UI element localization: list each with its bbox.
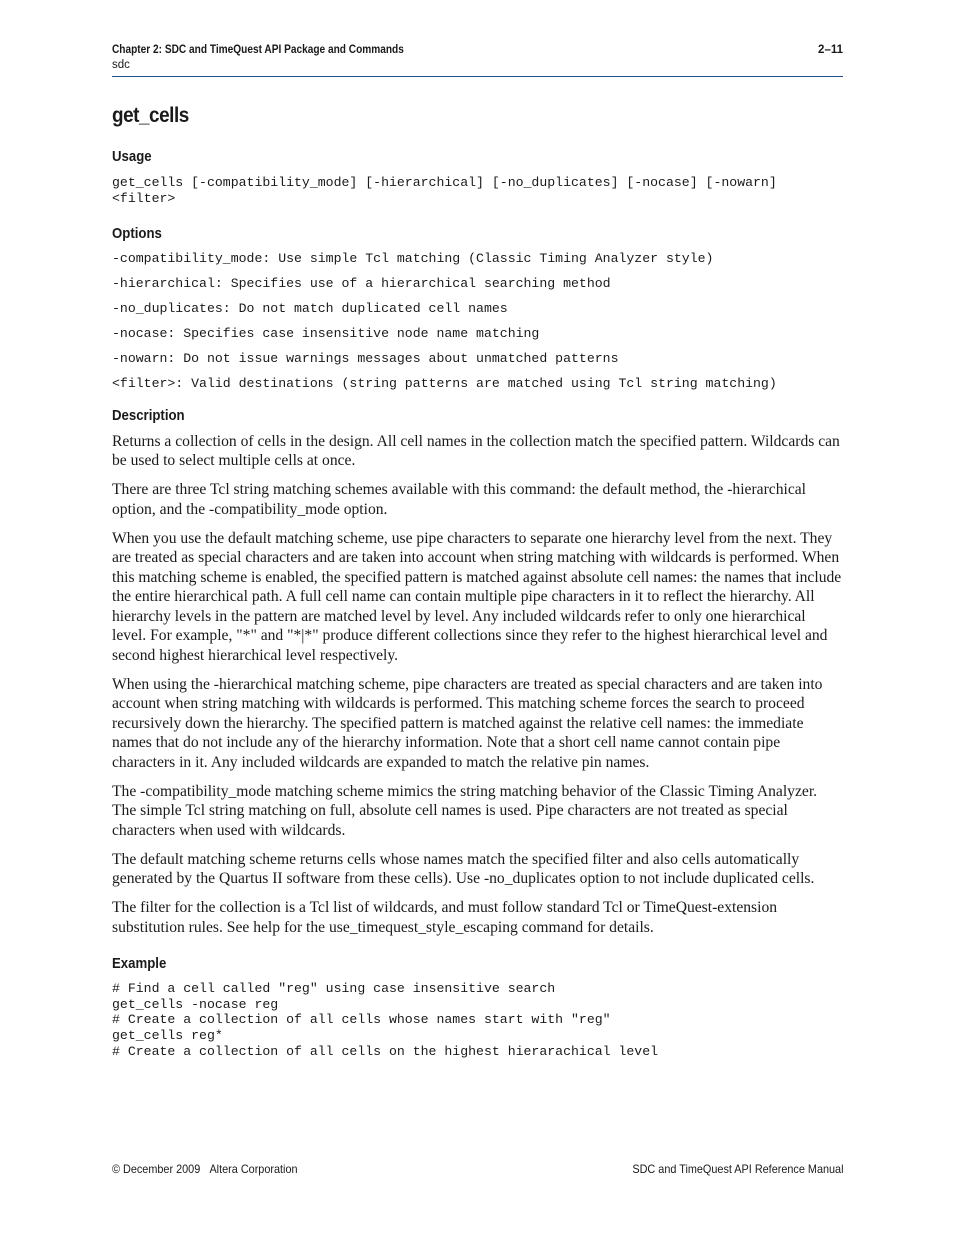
running-header (112, 43, 843, 73)
footer-date: © December 2009 (112, 1162, 201, 1176)
header-section-name: sdc (112, 59, 130, 71)
usage-line: <filter> (112, 190, 176, 206)
description-paragraph: When using the -hierarchical matching scheme, pipe characters are treated as special characters and are taken into account when string matching with wildcards is performed. This matching scheme forces the search to proceed recursively down the hierarchy. The specified pattern is matched against the relative cell names: the immediate names that do not include any of the hierarchy information. Note that a short cell name cannot contain pipe characters in it. Any included wildcards are expanded to match the relative pin names. (112, 675, 823, 771)
page-title: get_cells (112, 104, 189, 127)
description-paragraph: The filter for the collection is a Tcl list of wildcards, and must follow standard Tcl or TimeQuest-extension substitution rules. See help for the use_timequest_style_escaping command for details. (112, 899, 778, 936)
example-code-line: # Create a collection of all cells whose names start with "reg" (112, 1012, 611, 1028)
content-body (112, 147, 843, 1059)
option-item: <filter>: Valid destinations (string patterns are matched using Tcl string matching) (112, 376, 777, 392)
example-code-line: # Create a collection of all cells on the highest hierarachical level (112, 1043, 659, 1059)
option-item: -nowarn: Do not issue warnings messages about unmatched patterns (112, 351, 619, 367)
usage-heading: Usage (112, 148, 152, 165)
usage-block (112, 175, 843, 206)
example-code-line: get_cells reg* (112, 1027, 223, 1043)
document-page (112, 0, 843, 1235)
option-item: -hierarchical: Specifies use of a hierarchical searching method (112, 276, 611, 292)
header-rule (112, 76, 843, 77)
header-chapter-title: Chapter 2: SDC and TimeQuest API Package and Commands (112, 44, 404, 56)
option-item: -nocase: Specifies case insensitive node name matching (112, 326, 540, 342)
description-paragraph: There are three Tcl string matching schemes available with this command: the default method, the -hierarchical option, and the -compatibility_mode option. (112, 481, 807, 518)
option-item: -no_duplicates: Do not match duplicated cell names (112, 301, 508, 317)
running-footer (112, 1162, 843, 1177)
example-heading: Example (112, 955, 167, 973)
description-paragraph: The -compatibility_mode matching scheme mimics the string matching behavior of the Classic Timing Analyzer. The simple Tcl string matching on full, absolute cell names is used. Pipe characters are not treated as special characters when used with wildcards. (112, 782, 818, 839)
description-paragraph: When you use the default matching scheme, use pipe characters to separate one hierarchy level from the next. They are treated as special characters and are taken into account when string matching with wildcards is performed. When this matching scheme is enabled, the specified pattern is matched against absolute cell names: the names that include the entire hierarchical path. A full cell name can contain multiple pipe characters in it to reflect the hierarchy. All hierarchy levels in the pattern are matched level by level. Any included wildcards refer to only one hierarchical level. For example, "*" and "*|*" produce different collections since they refer to the highest hierarchical level and second highest hierarchical level respectively. (112, 529, 842, 664)
example-code-line: get_cells -nocase reg (112, 996, 279, 1012)
footer-left (112, 1162, 298, 1177)
usage-line: get_cells [-compatibility_mode] [-hierarchical] [-no_duplicates] [-nocase] [-nowarn] (112, 175, 777, 190)
options-list (112, 251, 843, 392)
option-item: -compatibility_mode: Use simple Tcl matching (Classic Timing Analyzer style) (112, 251, 714, 267)
description-paragraph: Returns a collection of cells in the design. All cell names in the collection match the specified pattern. Wildcards can be used to select multiple cells at once. (112, 432, 840, 470)
header-page-number: 2–11 (818, 44, 843, 56)
footer-company: Altera Corporation (209, 1162, 298, 1176)
footer-manual-title: SDC and TimeQuest API Reference Manual (631, 1162, 843, 1176)
example-code-block (112, 981, 843, 1059)
description-heading: Description (112, 406, 185, 424)
example-code-line: # Find a cell called "reg" using case insensitive search (112, 981, 556, 997)
options-heading: Options (112, 225, 162, 243)
description-paragraph: The default matching scheme returns cells whose names match the specified filter and also cells automatically generated by the Quartus II software from these cells). Use -no_duplicates option to not include duplicated cells. (112, 850, 815, 888)
description-block (112, 432, 843, 938)
